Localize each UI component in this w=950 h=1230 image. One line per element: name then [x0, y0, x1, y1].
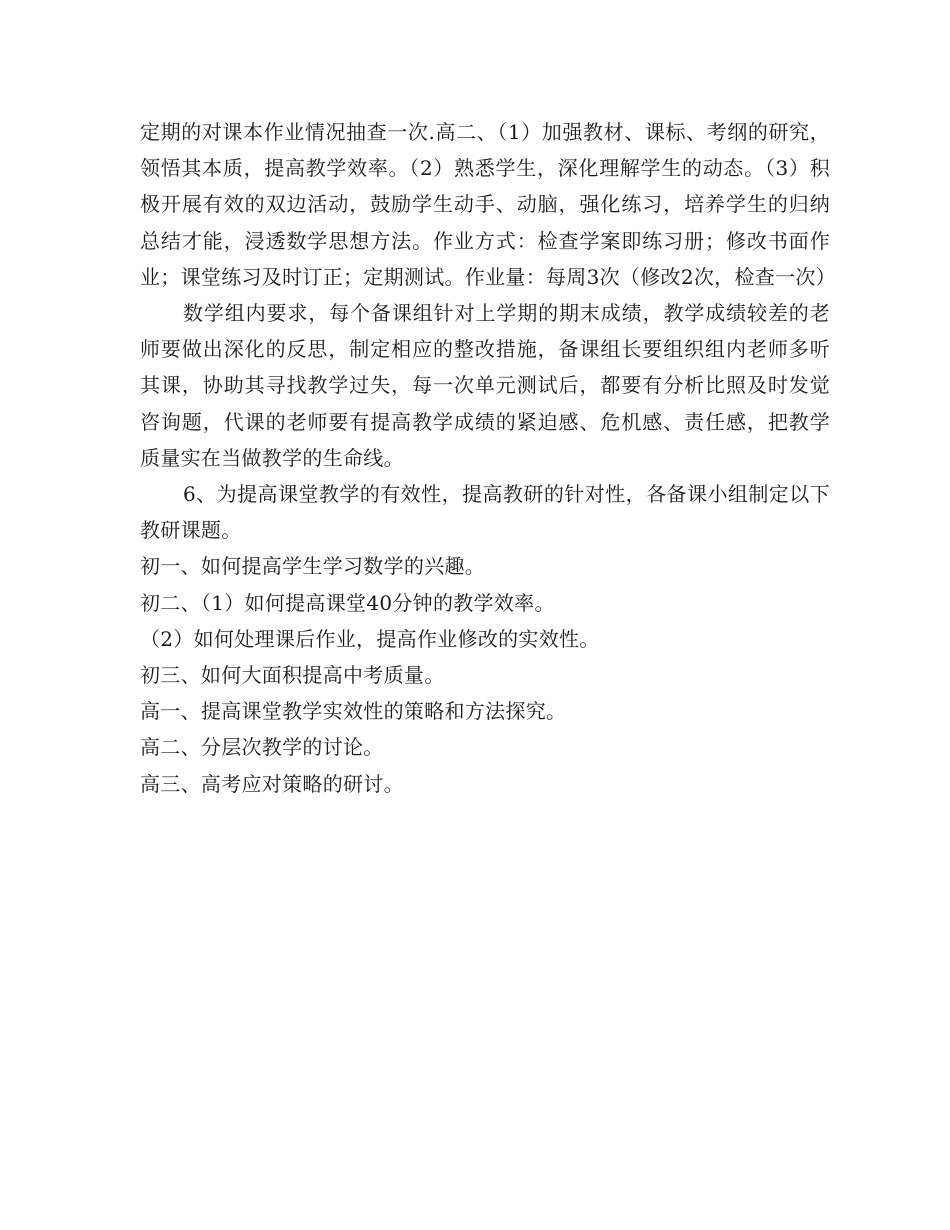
topic-grade-12: 高三、高考应对策略的研讨。: [140, 771, 404, 796]
paragraph-homework-plan: 定期的对课本作业情况抽查一次.高二、（1）加强教材、课标、考纲的研究，领悟其本质，提高教学效率。（2）熟悉学生，深化理解学生的动态。（3）积极开展有效的双边活动，鼓励学生动手、动脑，强化练习，培养学生的归纳总结才能，浸透数学思想方法。作业方式：检查学案即练习册；修改书面作业；课堂练习及时订正；定期测试。作业量：每周3次（修改2次，检查一次）: [140, 120, 836, 289]
paragraph-group-requirements: 数学组内要求，每个备课组针对上学期的期末成绩，教学成绩较差的老师要做出深化的反思，制定相应的整改措施，备课组长要组织组内老师多听其课，协助其寻找教学过失，每一次单元测试后，都要有分析比照及时发觉咨询题，代课的老师要有提高教学成绩的紧迫感、危机感、责任感，把教学质量实在当做教学的生命线。: [140, 301, 830, 470]
document-body: [140, 114, 836, 802]
topic-grade-8-part-2: （2）如何处理课后作业，提高作业修改的实效性。: [140, 626, 600, 651]
topic-grade-8-part-1: 初二、（1）如何提高课堂40分钟的教学效率。: [140, 590, 555, 615]
paragraph-research-topics-intro: 6、为提高课堂教学的有效性，提高教研的针对性，各备课小组制定以下教研课题。: [140, 482, 830, 543]
topic-grade-11: 高二、分层次教学的讨论。: [140, 735, 384, 760]
topic-grade-7: 初一、如何提高学生学习数学的兴趣。: [140, 554, 486, 579]
topic-grade-10: 高一、提高课堂教学实效性的策略和方法探究。: [140, 699, 567, 724]
topic-grade-9: 初三、如何大面积提高中考质量。: [140, 663, 445, 688]
